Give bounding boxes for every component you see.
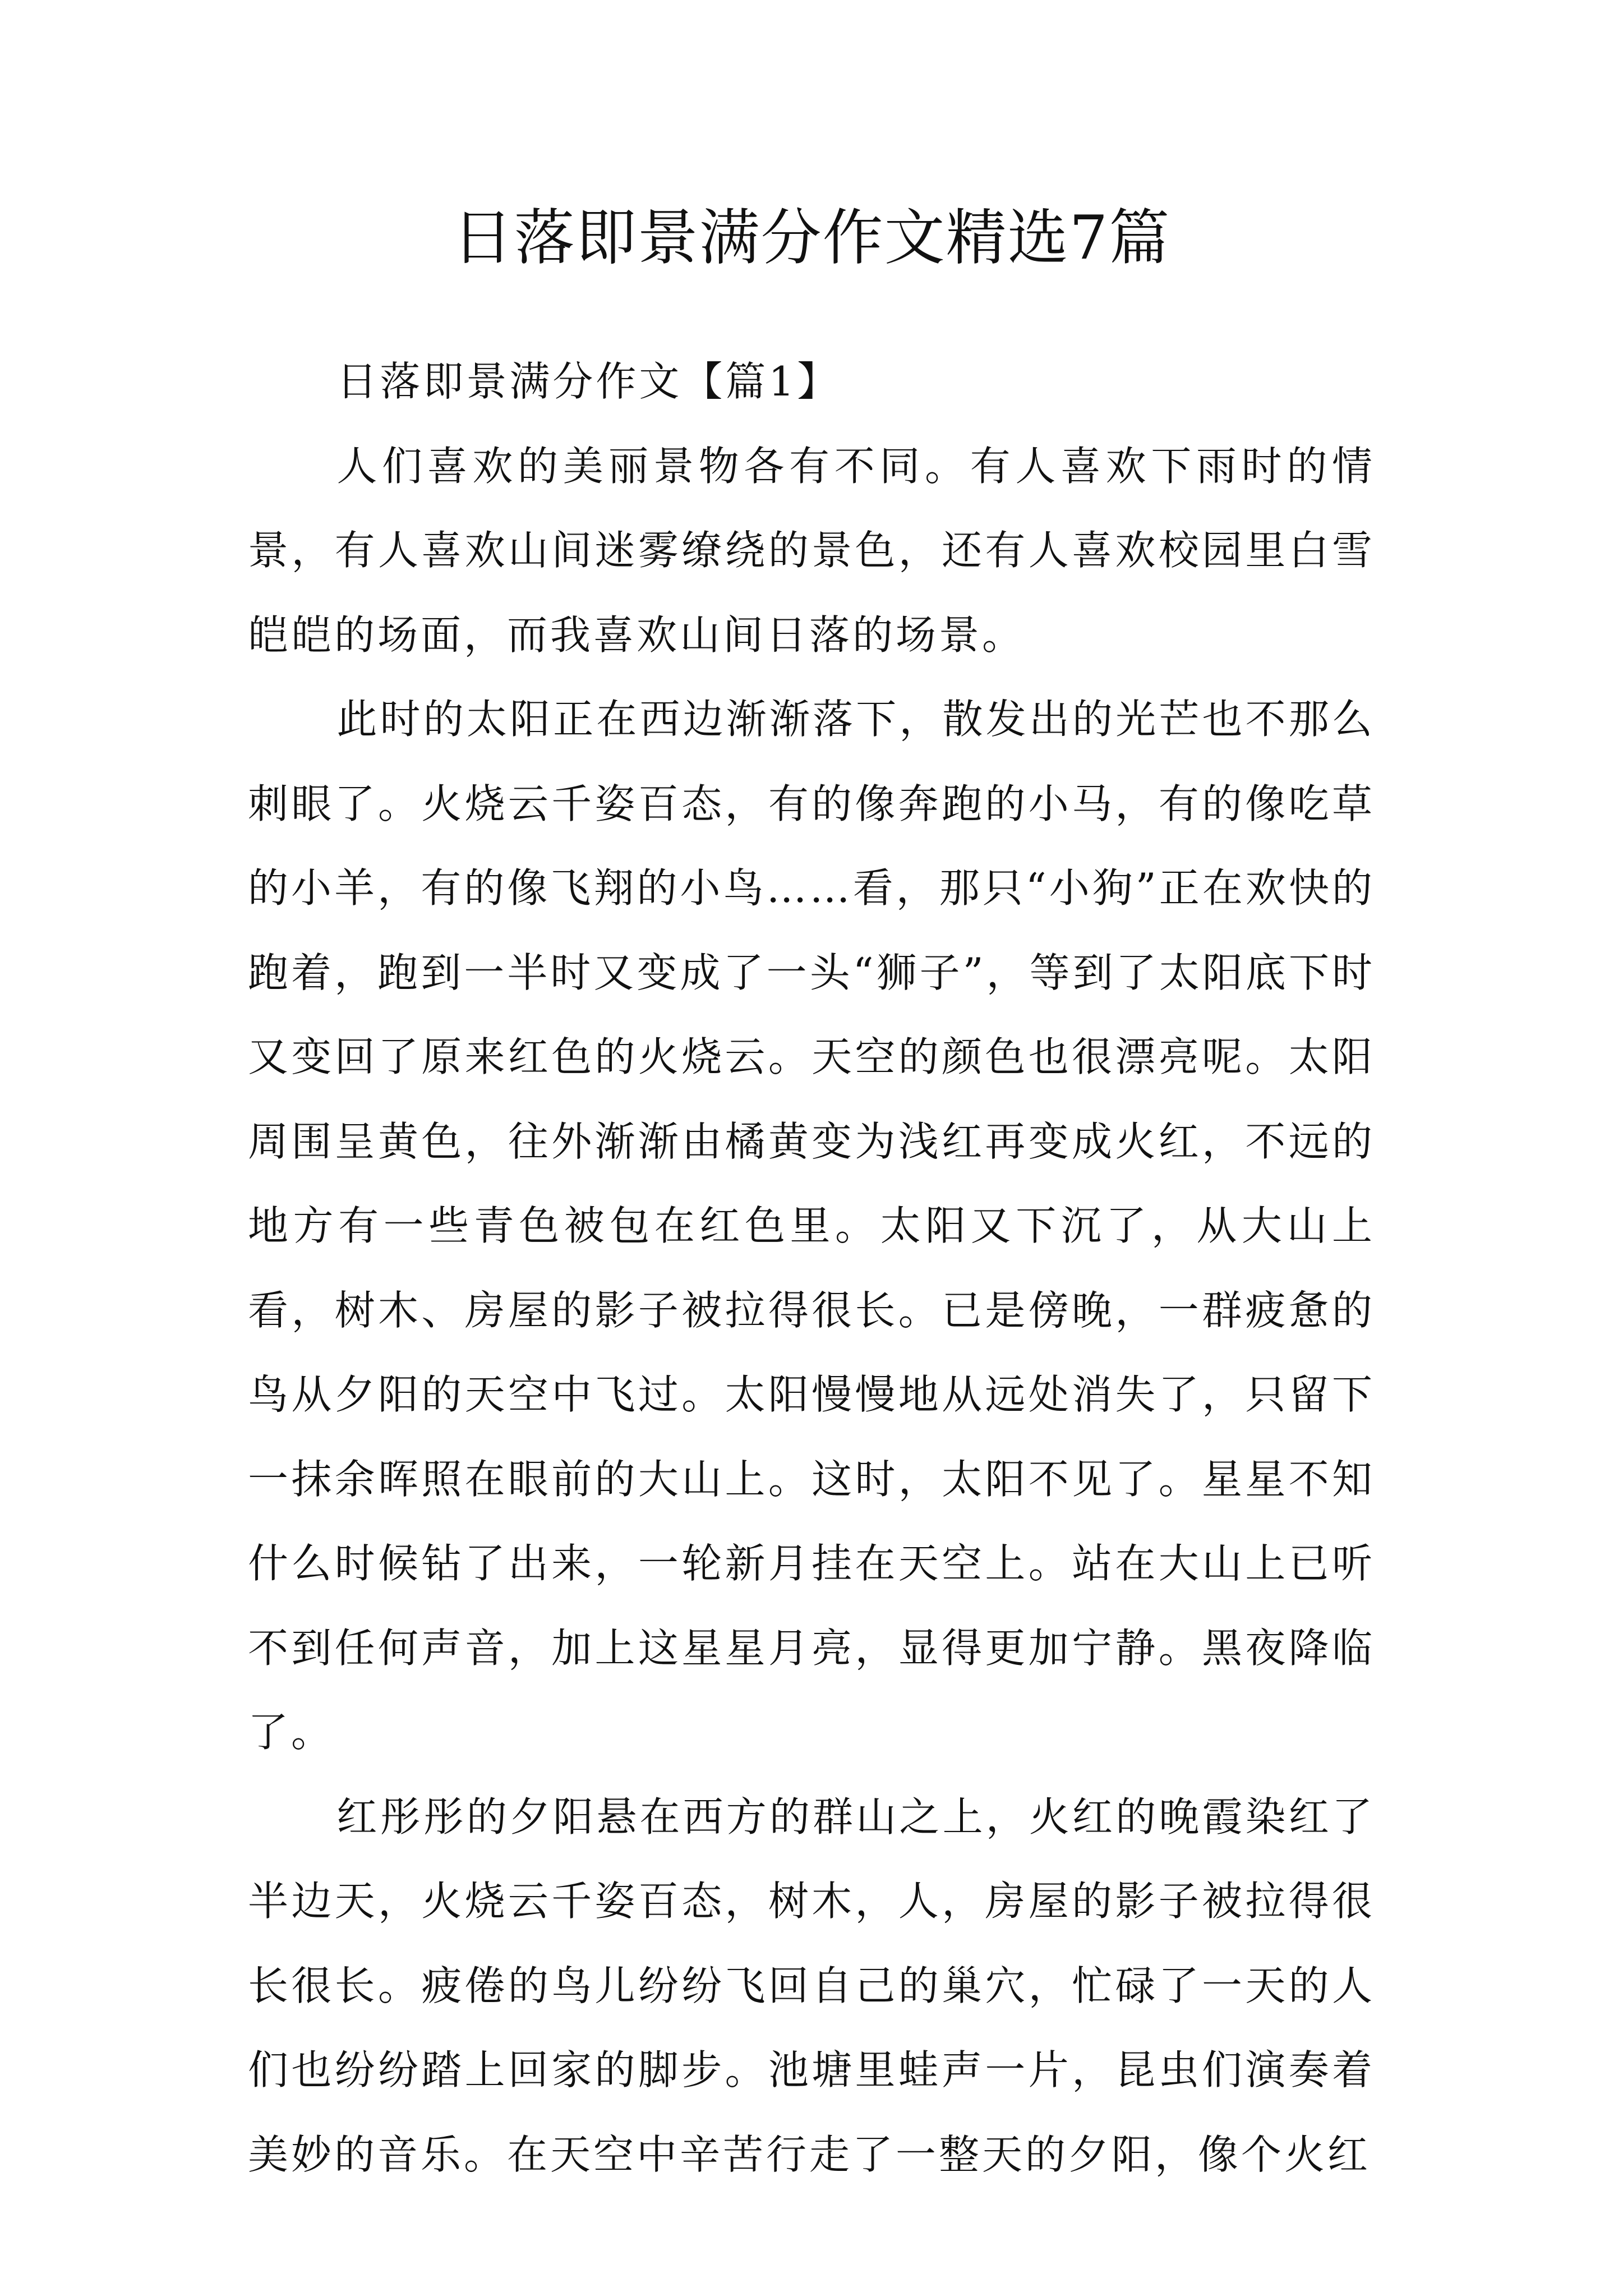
document-title: 日落即景满分作文精选7篇 (452, 203, 1171, 273)
section-heading: 日落即景满分作文【篇1】 (336, 358, 841, 405)
document-body (248, 339, 1375, 2197)
paragraph-2: 此时的太阳正在西边渐渐落下，散发出的光芒也不那么刺眼了。火烧云千姿百态，有的像奔跑的小马，有的像吃草的小羊，有的像飞翔的小鸟……看，那只“小狗”正在欢快的跑着，跑到一半时又变成了一头“狮子”，等到了太阳底下时又变回了原来红色的火烧云。天空的颜色也很漂亮呢。太阳周围呈黄色，往外渐渐由橘黄变为浅红再变成火红，不远的地方有一些青色被包在红色里。太阳又下沉了，从大山上看，树木、房屋的影子被拉得很长。已是傍晚，一群疲惫的鸟从夕阳的天空中飞过。太阳慢慢地从远处消失了，只留下一抹余晖照在眼前的大山上。这时，太阳不见了。星星不知什么时候钻了出来，一轮新月挂在天空上。站在大山上已听不到任何声音，加上这星星月亮，显得更加宁静。黑夜降临了。 (248, 696, 1375, 1756)
paragraph-3: 红彤彤的夕阳悬在西方的群山之上，火红的晚霞染红了半边天，火烧云千姿百态，树木，人，房屋的影子被拉得很长很长。疲倦的鸟儿纷纷飞回自己的巢穴，忙碌了一天的人们也纷纷踏上回家的脚步。池塘里蛙声一片，昆虫们演奏着美妙的音乐。在天空中辛苦行走了一整天的夕阳，像个火红 (248, 1793, 1375, 2178)
paragraph-1: 人们喜欢的美丽景物各有不同。有人喜欢下雨时的情景，有人喜欢山间迷雾缭绕的景色，还有人喜欢校园里白雪皑皑的场面，而我喜欢山间日落的场景。 (248, 442, 1375, 659)
